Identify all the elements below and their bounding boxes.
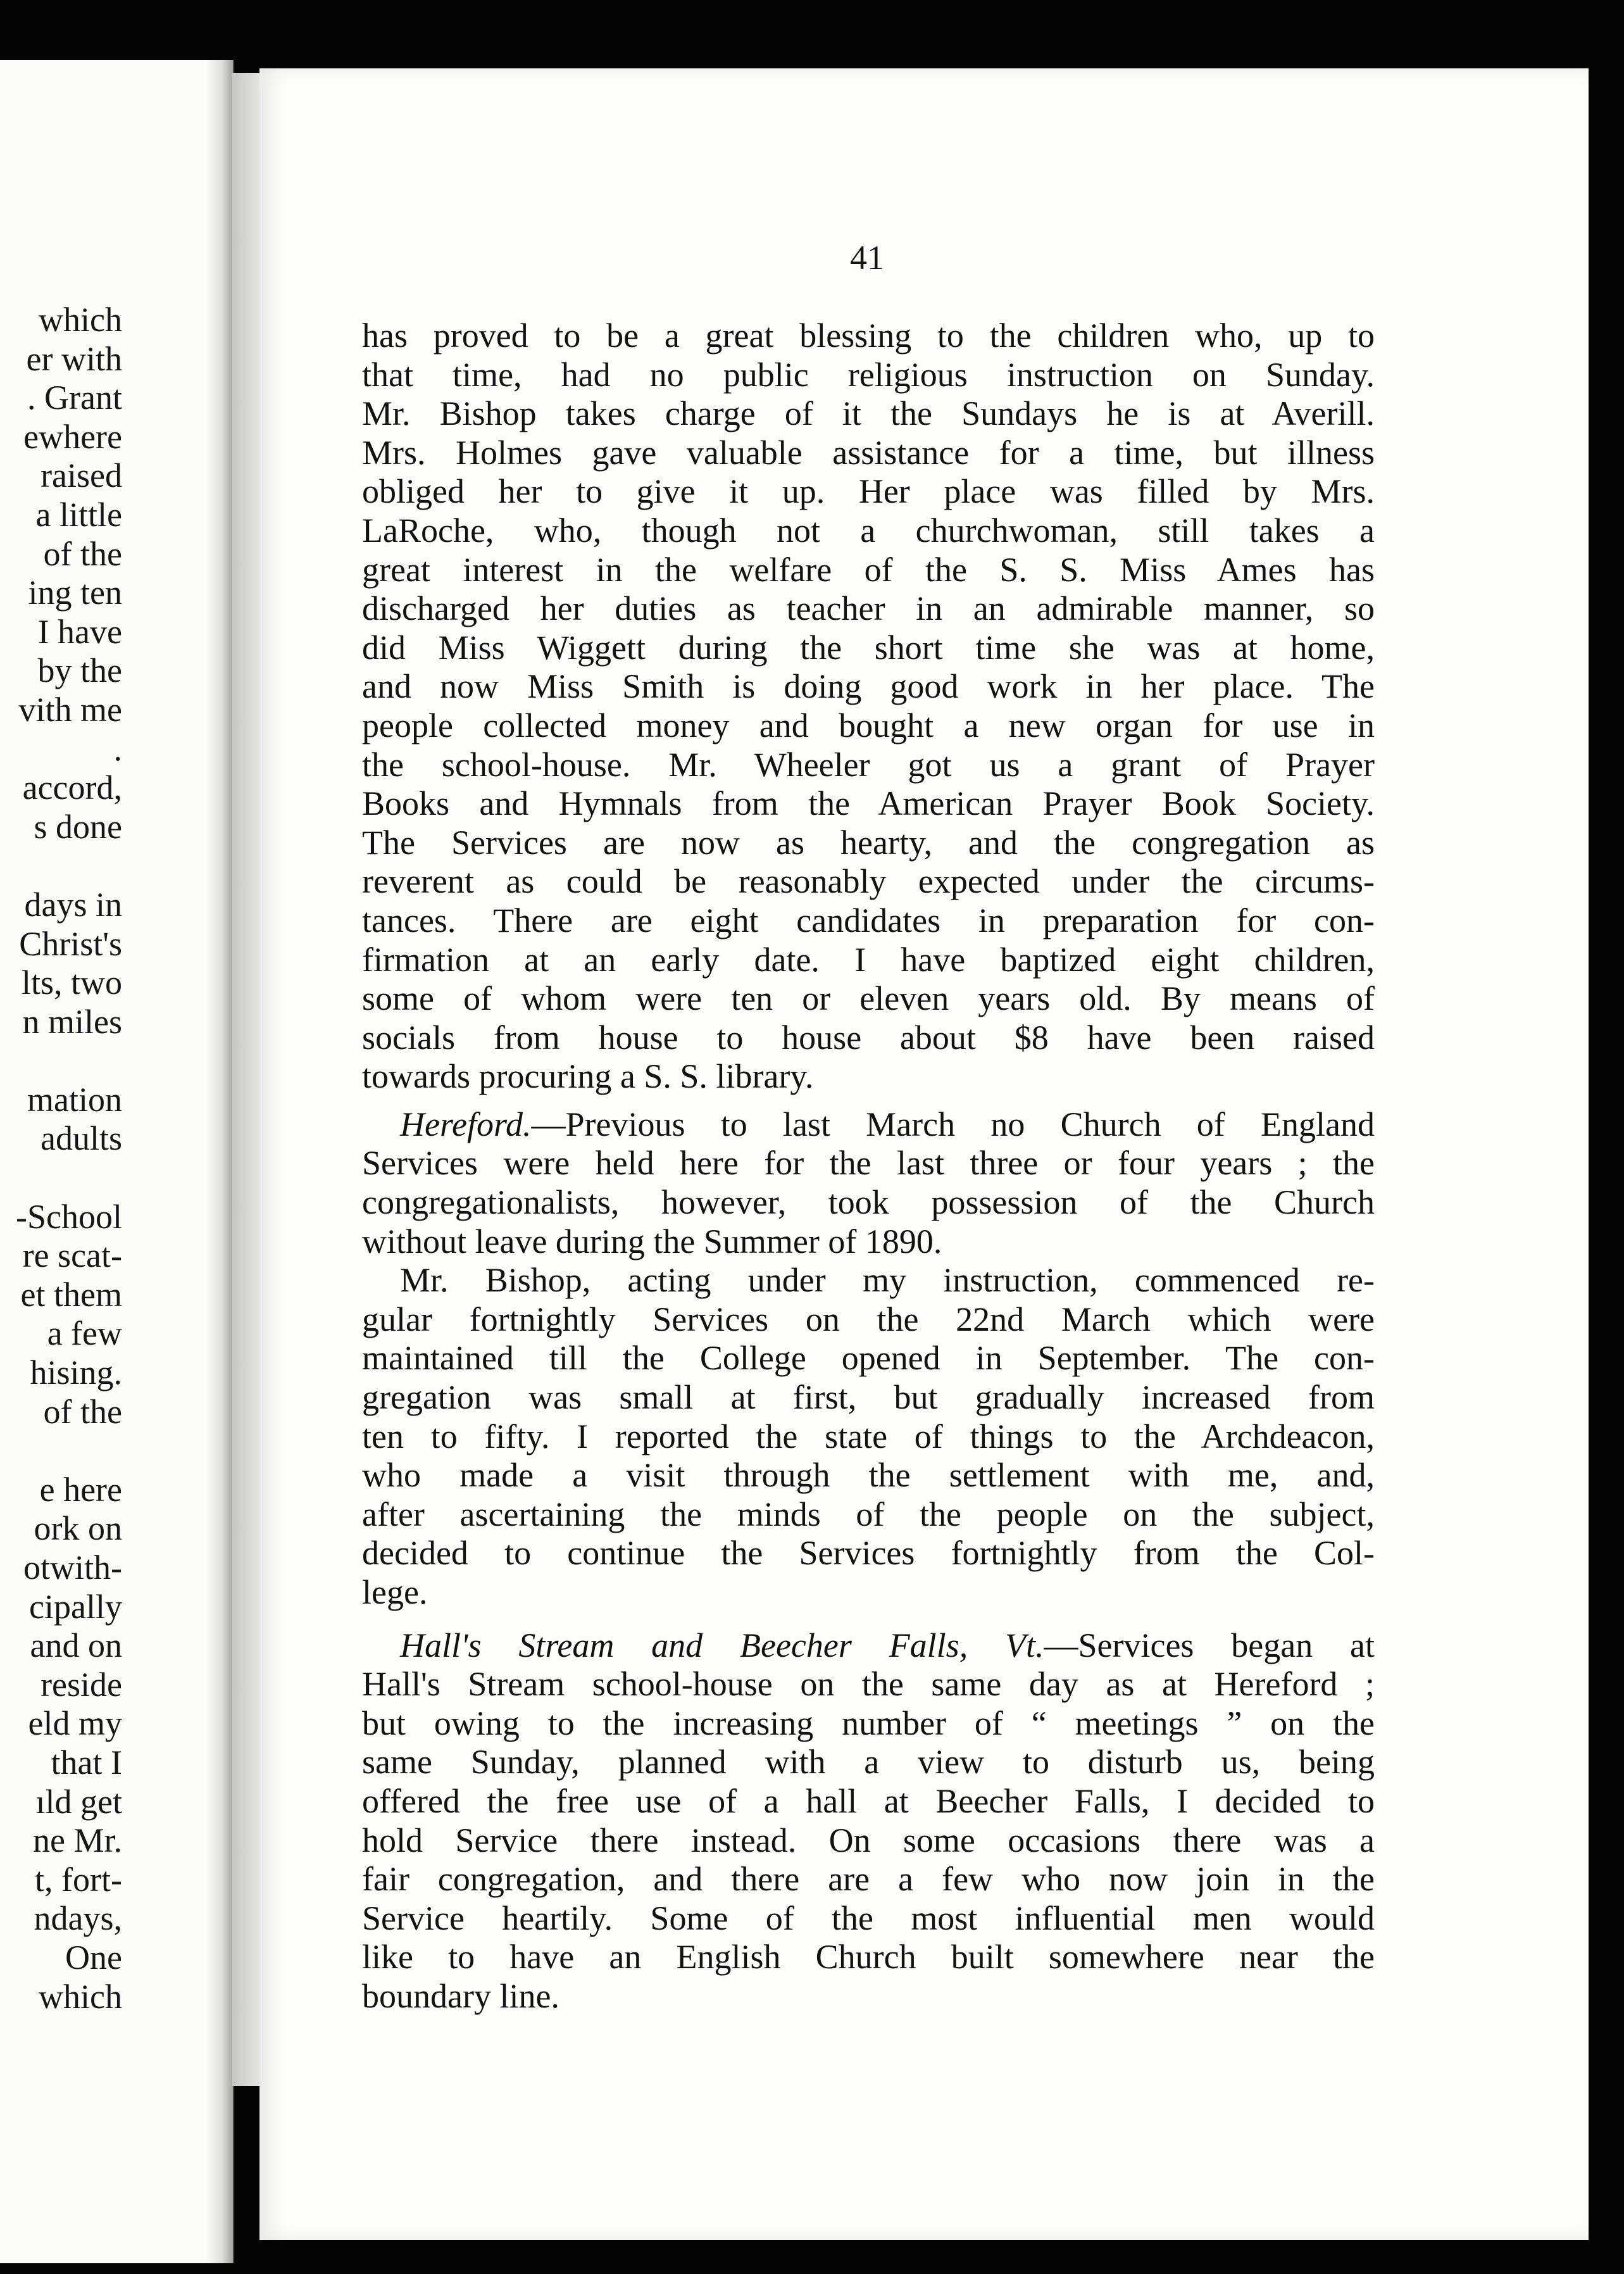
left-line: . Grant [27, 379, 122, 417]
text-line: did Miss Wiggett during the short time she was at home, [362, 628, 1375, 667]
left-line: cipally [29, 1587, 122, 1626]
left-line: et them [20, 1275, 122, 1314]
text-line [362, 1105, 1375, 1145]
text-run: —Services began at [1044, 1626, 1375, 1664]
left-line: er with [26, 339, 122, 378]
left-line: ewhere [23, 417, 122, 456]
text-line: boundary line. [362, 1976, 559, 2015]
left-line: vith me [18, 690, 122, 729]
text-line: same Sunday, planned with a view to disturb us, being [362, 1743, 1375, 1781]
page-body-text [362, 317, 1375, 2016]
left-line: ne Mr. [33, 1821, 122, 1860]
left-line: ndays, [34, 1899, 122, 1938]
text-line: congregationalists, however, took possession of the Church [362, 1183, 1375, 1222]
left-line: days in [24, 885, 122, 924]
text-line: gregation was small at first, but gradually increased from [362, 1378, 1375, 1417]
text-line: Services were held here for the last three or four years ; the [362, 1144, 1375, 1183]
text-line: hold Service there instead. On some occasions there was a [362, 1821, 1375, 1859]
text-line: maintained till the College opened in September. The con- [362, 1339, 1375, 1378]
text-line: decided to continue the Services fortnightly from the Col- [362, 1534, 1375, 1573]
left-line: a little [35, 495, 122, 534]
left-line [0, 1041, 122, 1081]
text-line: without leave during the Summer of 1890. [362, 1222, 942, 1260]
text-line: The Services are now as hearty, and the congregation as [362, 823, 1375, 862]
left-line: I have [37, 612, 122, 651]
text-line: reverent as could be reasonably expected under the circums- [362, 862, 1375, 901]
left-line: raised [41, 456, 122, 495]
left-line [0, 846, 122, 886]
text-line: great interest in the welfare of the S. S. Miss Ames has [362, 550, 1375, 589]
left-line [0, 1159, 122, 1198]
text-line: tances. There are eight candidates in preparation for con- [362, 901, 1375, 939]
text-line: Mr. Bishop takes charge of it the Sundays he is at Averill. [362, 394, 1375, 433]
text-line: after ascertaining the minds of the people on the subject, [362, 1495, 1375, 1533]
text-line: Books and Hymnals from the American Prayer Book Society. [362, 784, 1375, 823]
left-line: lts, two [21, 964, 122, 1002]
text-line: the school-house. Mr. Wheeler got us a grant of Prayer [362, 745, 1375, 784]
left-line: of the [43, 1392, 122, 1431]
left-line: ing ten [28, 574, 122, 612]
left-line: ıld get [35, 1782, 122, 1821]
text-line: socials from house to house about $8 have been raised [362, 1018, 1375, 1057]
section-heading-hereford: Hereford. [400, 1105, 532, 1143]
left-line: One [65, 1938, 122, 1976]
text-line: Hall's Stream school-house on the same day as at Hereford ; [362, 1665, 1375, 1704]
text-line: offered the free use of a hall at Beecher Falls, I decided to [362, 1781, 1375, 1820]
left-line: which [39, 1977, 122, 2016]
text-line: like to have an English Church built somewhere near the [362, 1938, 1375, 1976]
left-line: Christ's [19, 924, 122, 963]
text-line: but owing to the increasing number of “ meetings ” on the [362, 1704, 1375, 1742]
text-line: some of whom were ten or eleven years old. By means of [362, 979, 1375, 1018]
text-line: obliged her to give it up. Her place was filled by Mrs. [362, 472, 1375, 511]
left-line: otwith- [23, 1548, 122, 1586]
left-line: reside [41, 1665, 122, 1704]
text-line: people collected money and bought a new organ for use in [362, 706, 1375, 744]
left-line: a few [47, 1314, 122, 1353]
left-line: of the [43, 534, 122, 573]
text-line: Mrs. Holmes gave valuable assistance for a time, but illness [362, 433, 1375, 472]
left-line: t, fort- [35, 1860, 122, 1899]
text-line: ten to fifty. I reported the state of things to the Archdeacon, [362, 1417, 1375, 1455]
left-line: eld my [28, 1704, 122, 1743]
left-page-text [0, 301, 122, 2016]
left-line [0, 1431, 122, 1471]
left-line: accord, [22, 769, 122, 807]
left-line: s done [34, 807, 122, 846]
left-line: adults [41, 1119, 122, 1158]
section-heading-halls-stream: Hall's Stream and Beecher Falls, Vt. [400, 1626, 1044, 1664]
text-line: Service heartily. Some of the most influential men would [362, 1899, 1375, 1937]
left-line: . [113, 729, 122, 768]
text-line: Mr. Bishop, acting under my instruction, commenced re- [400, 1261, 1375, 1300]
text-line: has proved to be a great blessing to the children who, up to [362, 317, 1375, 355]
gutter-shadow [206, 60, 233, 2263]
left-line: which [39, 301, 122, 339]
left-line: n miles [22, 1002, 122, 1041]
text-line: and now Miss Smith is doing good work in her place. The [362, 667, 1375, 706]
text-line: LaRoche, who, though not a churchwoman, still takes a [362, 511, 1375, 550]
left-line: that I [51, 1743, 122, 1781]
text-line: gular fortnightly Services on the 22nd March which were [362, 1300, 1375, 1338]
text-line: who made a visit through the settlement with me, and, [362, 1456, 1375, 1495]
left-line: e here [39, 1470, 122, 1509]
text-line: towards procuring a S. S. library. [362, 1057, 814, 1096]
left-facing-page [0, 60, 234, 2263]
text-line [362, 1626, 1375, 1666]
text-line: fair congregation, and there are a few who now join in the [362, 1860, 1375, 1899]
left-line: and on [30, 1626, 122, 1665]
text-line: discharged her duties as teacher in an admirable manner, so [362, 589, 1375, 628]
left-line: ork on [34, 1509, 122, 1548]
text-run: —Previous to last March no Church of England [531, 1105, 1375, 1143]
page-number: 41 [850, 239, 884, 277]
text-line: firmation at an early date. I have baptized eight children, [362, 940, 1375, 979]
left-line: by the [37, 651, 122, 690]
left-line: -School [16, 1197, 122, 1236]
text-line: that time, had no public religious instruction on Sunday. [362, 355, 1375, 394]
left-line: re scat- [22, 1236, 122, 1275]
left-line: mation [27, 1080, 122, 1119]
left-line: hising. [30, 1354, 122, 1392]
text-line: lege. [362, 1573, 428, 1611]
